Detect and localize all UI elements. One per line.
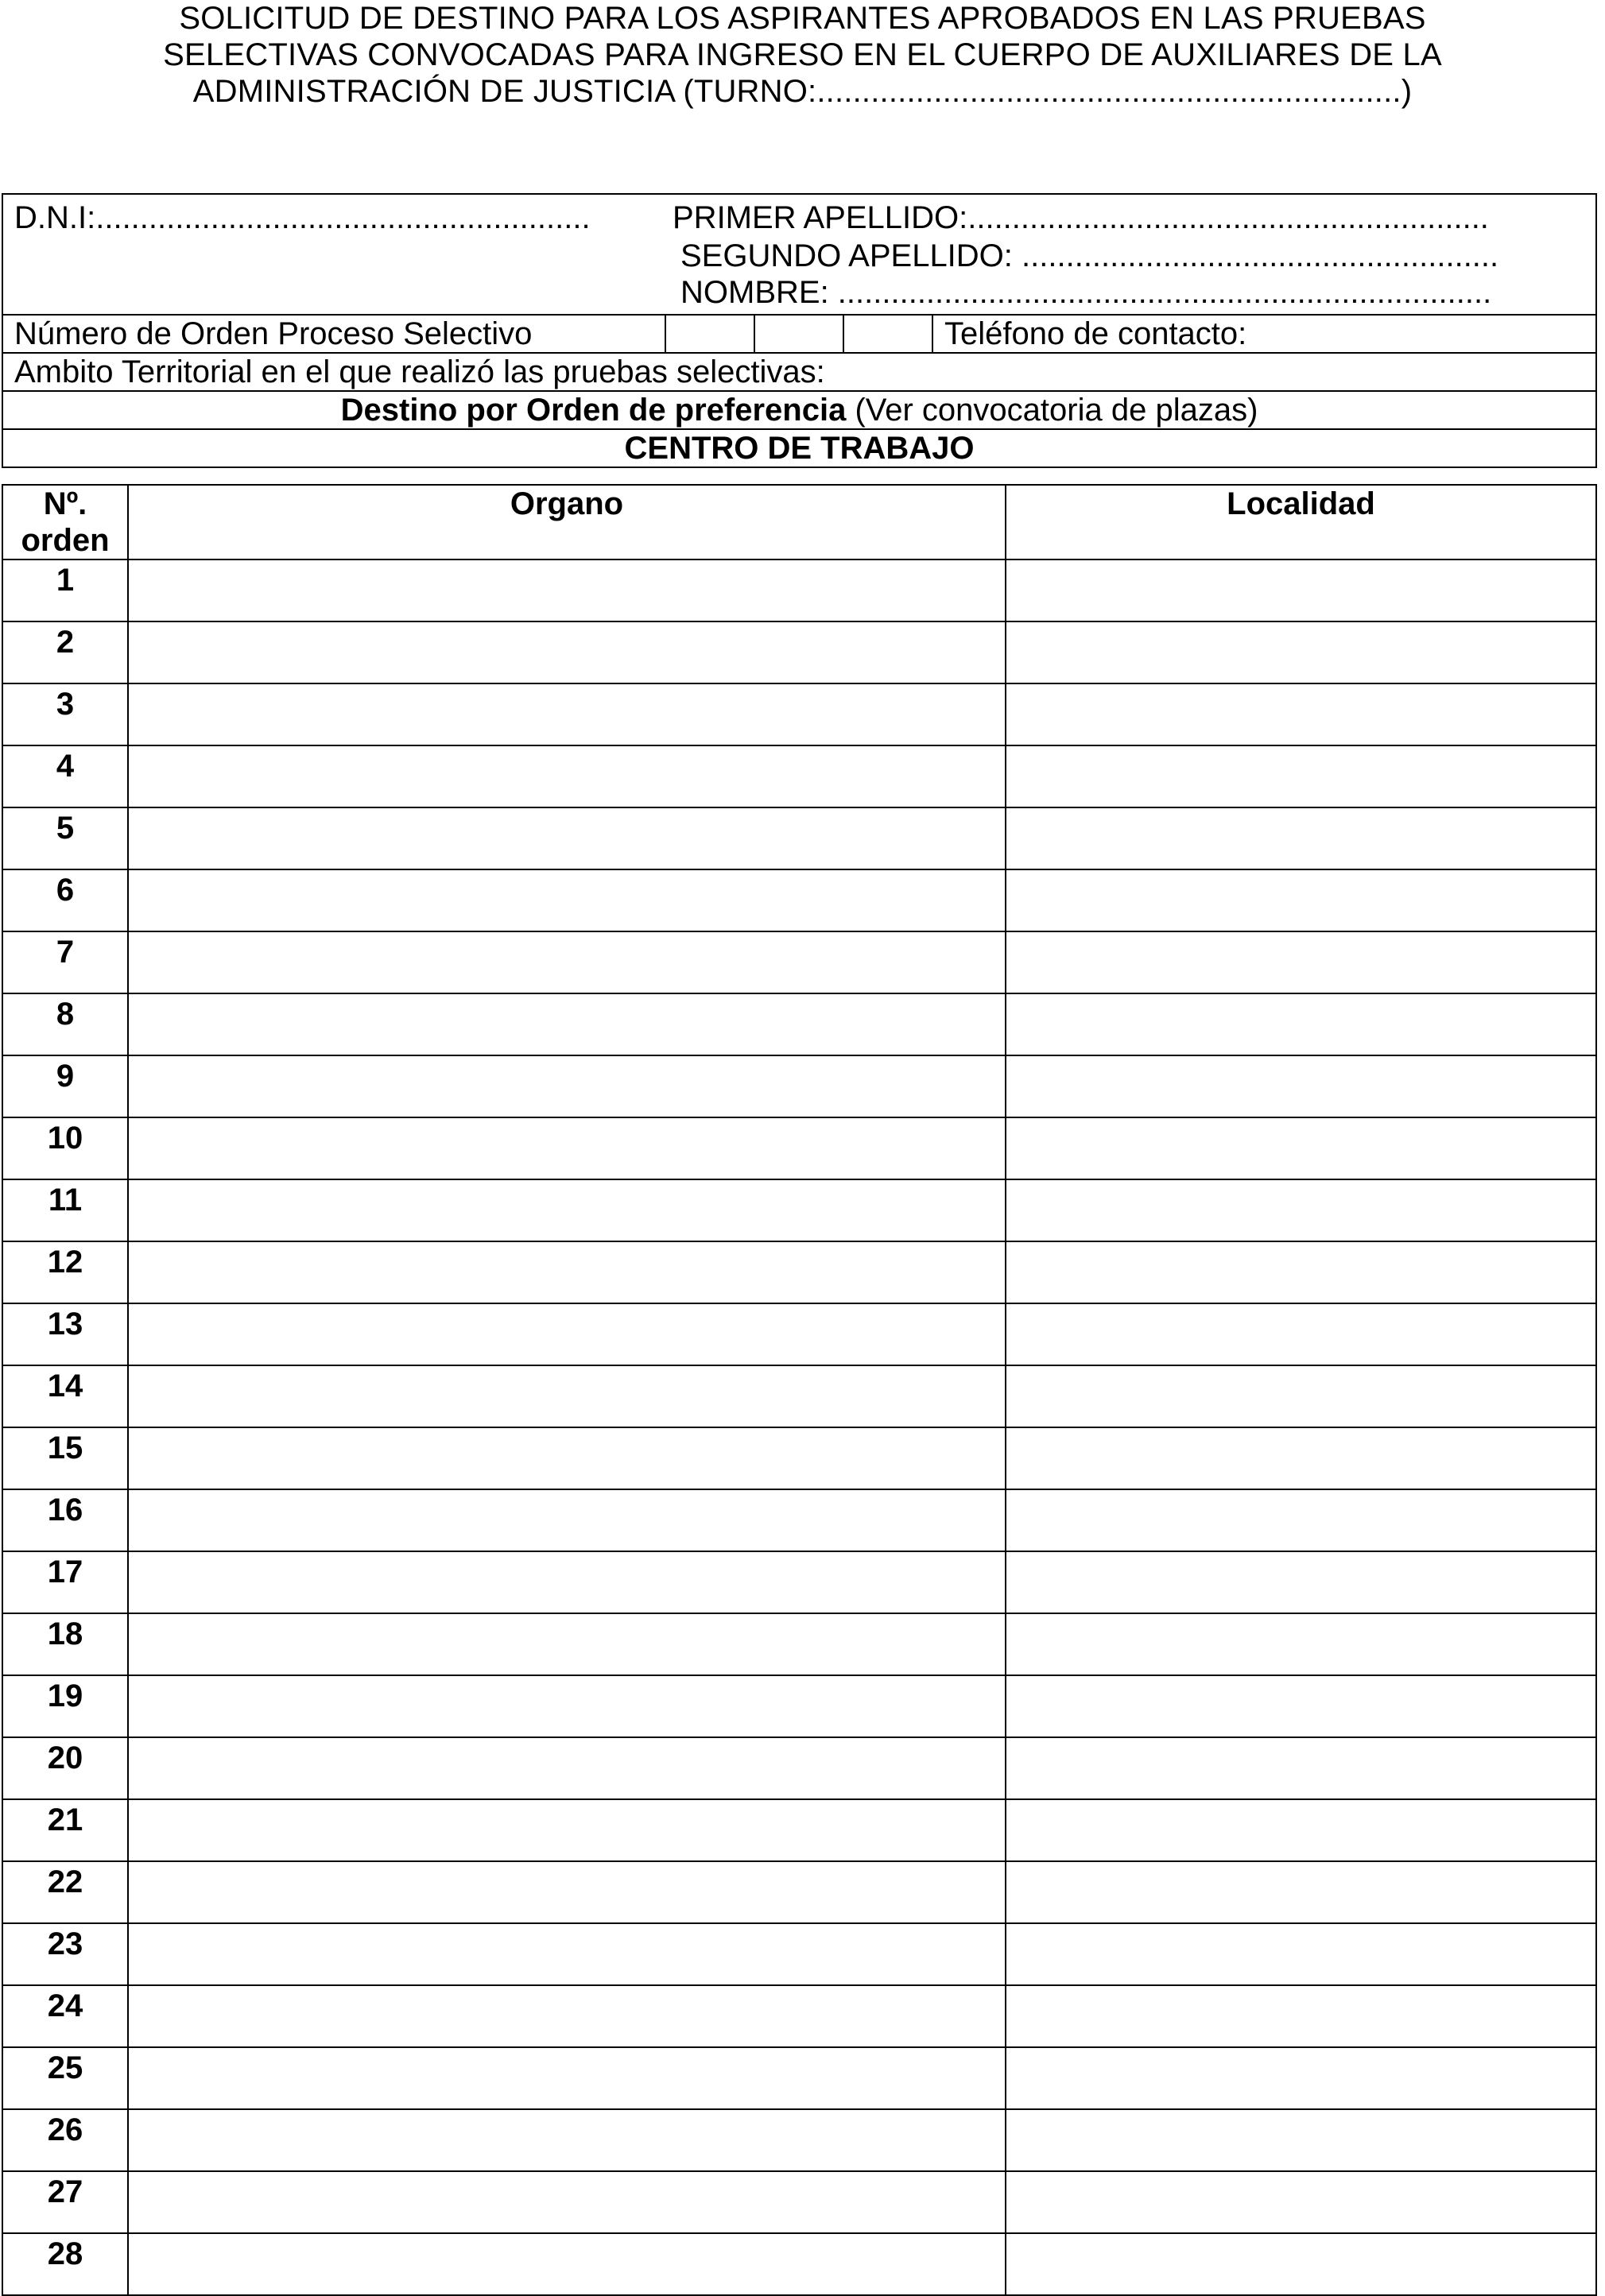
table-row bbox=[2, 1055, 1596, 1117]
destino-heading bbox=[2, 391, 1596, 429]
row-number: 10 bbox=[2, 1117, 128, 1179]
table-row bbox=[2, 1117, 1596, 1179]
table-row bbox=[2, 1799, 1596, 1861]
table-row bbox=[2, 1303, 1596, 1365]
row-number: 6 bbox=[2, 869, 128, 931]
localidad-cell[interactable] bbox=[1006, 1117, 1596, 1179]
row-number: 27 bbox=[2, 2171, 128, 2233]
segundo-apellido-field[interactable]: SEGUNDO APELLIDO: ...................................................... bbox=[680, 238, 1499, 273]
centro-trabajo-heading: CENTRO DE TRABAJO bbox=[2, 429, 1596, 467]
row-number: 17 bbox=[2, 1551, 128, 1613]
organo-cell[interactable] bbox=[128, 1737, 1006, 1799]
organo-cell[interactable] bbox=[128, 683, 1006, 745]
row-number: 12 bbox=[2, 1241, 128, 1303]
localidad-cell[interactable] bbox=[1006, 1737, 1596, 1799]
row-number: 7 bbox=[2, 931, 128, 993]
table-row bbox=[2, 1241, 1596, 1303]
table-row bbox=[2, 559, 1596, 621]
title-line-2: SELECTIVAS CONVOCADAS PARA INGRESO EN EL CUERPO DE AUXILIARES DE LA bbox=[163, 37, 1442, 72]
table-row bbox=[2, 1613, 1596, 1675]
preferences-rows bbox=[2, 559, 1596, 2295]
organo-cell[interactable] bbox=[128, 1179, 1006, 1241]
localidad-cell[interactable] bbox=[1006, 1551, 1596, 1613]
organo-cell[interactable] bbox=[128, 1799, 1006, 1861]
row-number: 13 bbox=[2, 1303, 128, 1365]
destino-heading-bold: Destino por Orden de preferencia bbox=[340, 393, 847, 428]
localidad-cell[interactable] bbox=[1006, 621, 1596, 683]
localidad-cell[interactable] bbox=[1006, 931, 1596, 993]
row-number: 24 bbox=[2, 1985, 128, 2047]
organo-cell[interactable] bbox=[128, 745, 1006, 807]
localidad-cell[interactable] bbox=[1006, 2171, 1596, 2233]
organo-cell[interactable] bbox=[128, 2233, 1006, 2295]
localidad-cell[interactable] bbox=[1006, 1427, 1596, 1489]
numero-orden-box-1[interactable] bbox=[665, 315, 754, 353]
localidad-cell[interactable] bbox=[1006, 2233, 1596, 2295]
organo-cell[interactable] bbox=[128, 1303, 1006, 1365]
localidad-cell[interactable] bbox=[1006, 1613, 1596, 1675]
table-row bbox=[2, 1365, 1596, 1427]
col-header-num-line1: Nº. bbox=[43, 486, 87, 521]
row-number: 20 bbox=[2, 1737, 128, 1799]
organo-cell[interactable] bbox=[128, 1675, 1006, 1737]
localidad-cell[interactable] bbox=[1006, 807, 1596, 869]
localidad-cell[interactable] bbox=[1006, 1365, 1596, 1427]
organo-cell[interactable] bbox=[128, 1117, 1006, 1179]
organo-cell[interactable] bbox=[128, 1489, 1006, 1551]
destino-heading-note: (Ver convocatoria de plazas) bbox=[846, 393, 1258, 428]
organo-cell[interactable] bbox=[128, 1985, 1006, 2047]
dni-field[interactable]: D.N.I:........................................................ bbox=[14, 200, 591, 235]
nombre-field[interactable]: NOMBRE: .......................................................................... bbox=[680, 275, 1492, 310]
localidad-cell[interactable] bbox=[1006, 869, 1596, 931]
table-row bbox=[2, 1551, 1596, 1613]
organo-cell[interactable] bbox=[128, 559, 1006, 621]
localidad-cell[interactable] bbox=[1006, 1675, 1596, 1737]
col-header-num-line2: orden bbox=[21, 523, 110, 558]
primer-apellido-field[interactable]: PRIMER APELLIDO:........................................................... bbox=[673, 200, 1489, 235]
table-row bbox=[2, 1427, 1596, 1489]
table-row bbox=[2, 683, 1596, 745]
telefono-field[interactable]: Teléfono de contacto: bbox=[932, 315, 1596, 353]
personal-data-table bbox=[2, 193, 1597, 468]
localidad-cell[interactable] bbox=[1006, 1055, 1596, 1117]
table-row bbox=[2, 1489, 1596, 1551]
row-number: 8 bbox=[2, 993, 128, 1055]
localidad-cell[interactable] bbox=[1006, 559, 1596, 621]
row-number: 11 bbox=[2, 1179, 128, 1241]
table-row bbox=[2, 2047, 1596, 2109]
row-number: 1 bbox=[2, 559, 128, 621]
table-row bbox=[2, 1861, 1596, 1923]
identity-cell bbox=[2, 194, 1596, 315]
ambito-field[interactable]: Ambito Territorial en el que realizó las pruebas selectivas: bbox=[2, 353, 1596, 391]
row-number: 28 bbox=[2, 2233, 128, 2295]
localidad-cell[interactable] bbox=[1006, 683, 1596, 745]
organo-cell[interactable] bbox=[128, 2171, 1006, 2233]
organo-cell[interactable] bbox=[128, 807, 1006, 869]
table-row bbox=[2, 1737, 1596, 1799]
localidad-cell[interactable] bbox=[1006, 1923, 1596, 1985]
organo-cell[interactable] bbox=[128, 869, 1006, 931]
organo-cell[interactable] bbox=[128, 2109, 1006, 2171]
numero-orden-label: Número de Orden Proceso Selectivo bbox=[2, 315, 665, 353]
row-number: 4 bbox=[2, 745, 128, 807]
organo-cell[interactable] bbox=[128, 1055, 1006, 1117]
row-number: 3 bbox=[2, 683, 128, 745]
organo-cell[interactable] bbox=[128, 1427, 1006, 1489]
localidad-cell[interactable] bbox=[1006, 1985, 1596, 2047]
organo-cell[interactable] bbox=[128, 1241, 1006, 1303]
row-number: 15 bbox=[2, 1427, 128, 1489]
table-row bbox=[2, 807, 1596, 869]
row-number: 23 bbox=[2, 1923, 128, 1985]
row-number: 16 bbox=[2, 1489, 128, 1551]
localidad-cell[interactable] bbox=[1006, 745, 1596, 807]
localidad-cell[interactable] bbox=[1006, 2109, 1596, 2171]
title-line-1: SOLICITUD DE DESTINO PARA LOS ASPIRANTES APROBADOS EN LAS PRUEBAS bbox=[179, 1, 1426, 36]
table-row bbox=[2, 1985, 1596, 2047]
row-number: 2 bbox=[2, 621, 128, 683]
organo-cell[interactable] bbox=[128, 931, 1006, 993]
table-row bbox=[2, 993, 1596, 1055]
row-number: 5 bbox=[2, 807, 128, 869]
table-row bbox=[2, 1923, 1596, 1985]
preferences-table bbox=[2, 484, 1597, 2296]
localidad-cell[interactable] bbox=[1006, 1179, 1596, 1241]
organo-cell[interactable] bbox=[128, 993, 1006, 1055]
table-row bbox=[2, 2109, 1596, 2171]
row-number: 14 bbox=[2, 1365, 128, 1427]
title-line-3: ADMINISTRACIÓN DE JUSTICIA (TURNO:.................................................................) bbox=[192, 74, 1413, 109]
localidad-cell[interactable] bbox=[1006, 1489, 1596, 1551]
row-number: 22 bbox=[2, 1861, 128, 1923]
organo-cell[interactable] bbox=[128, 1551, 1006, 1613]
organo-cell[interactable] bbox=[128, 2047, 1006, 2109]
table-row bbox=[2, 2233, 1596, 2295]
localidad-cell[interactable] bbox=[1006, 1303, 1596, 1365]
col-header-localidad: Localidad bbox=[1006, 485, 1596, 559]
organo-cell[interactable] bbox=[128, 1365, 1006, 1427]
localidad-cell[interactable] bbox=[1006, 2047, 1596, 2109]
row-number: 21 bbox=[2, 1799, 128, 1861]
table-row bbox=[2, 1179, 1596, 1241]
table-row bbox=[2, 621, 1596, 683]
localidad-cell[interactable] bbox=[1006, 1861, 1596, 1923]
row-number: 26 bbox=[2, 2109, 128, 2171]
localidad-cell[interactable] bbox=[1006, 993, 1596, 1055]
organo-cell[interactable] bbox=[128, 1861, 1006, 1923]
table-row bbox=[2, 1675, 1596, 1737]
organo-cell[interactable] bbox=[128, 1613, 1006, 1675]
row-number: 25 bbox=[2, 2047, 128, 2109]
row-number: 18 bbox=[2, 1613, 128, 1675]
numero-orden-box-3[interactable] bbox=[843, 315, 932, 353]
row-number: 19 bbox=[2, 1675, 128, 1737]
table-row bbox=[2, 745, 1596, 807]
row-number: 9 bbox=[2, 1055, 128, 1117]
organo-cell[interactable] bbox=[128, 621, 1006, 683]
table-row bbox=[2, 869, 1596, 931]
table-row bbox=[2, 2171, 1596, 2233]
table-row bbox=[2, 931, 1596, 993]
col-header-organo: Organo bbox=[128, 485, 1006, 559]
organo-cell[interactable] bbox=[128, 1923, 1006, 1985]
localidad-cell[interactable] bbox=[1006, 1241, 1596, 1303]
localidad-cell[interactable] bbox=[1006, 1799, 1596, 1861]
form-title bbox=[0, 0, 1605, 110]
col-header-num bbox=[2, 485, 128, 559]
numero-orden-box-2[interactable] bbox=[754, 315, 843, 353]
